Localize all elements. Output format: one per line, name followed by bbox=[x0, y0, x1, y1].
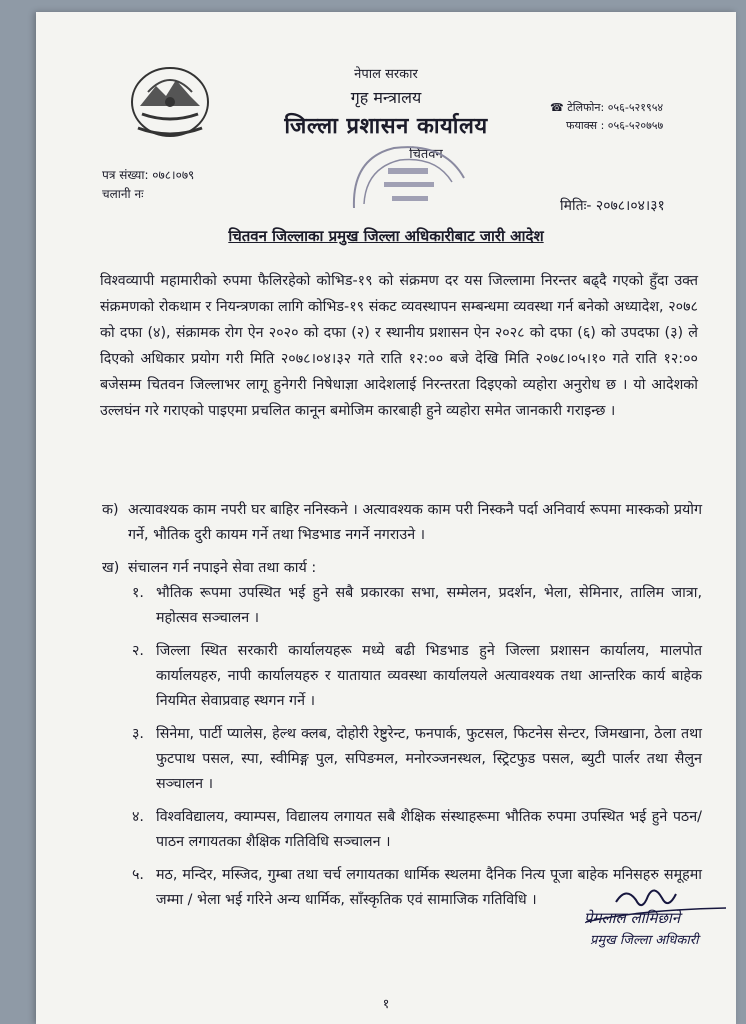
list-item-marker: ३. bbox=[132, 726, 144, 742]
letter-date: मितिः- २०७८।०४।३१ bbox=[560, 198, 665, 214]
list-item-text: मठ, मन्दिर, मस्जिद, गुम्बा तथा चर्च लगायतका धार्मिक स्थलमा दैनिक नित्य पूजा बाहेक मनिसहरु समूहमा जम्मा / भेला भई गरिने अन्य धार्मिक, साँस्कृतिक एवं सामाजिक गतिविधि । bbox=[156, 867, 702, 908]
order-list bbox=[102, 498, 702, 913]
district-name: चितवन bbox=[409, 147, 443, 162]
list-item-text: जिल्ला स्थित सरकारी कार्यालयहरू मध्ये बढी भिडभाड हुने जिल्ला प्रशासन कार्यालय, मालपोत कार्यालयहरु, नापी कार्यालयहरु र यातायात व्यवस्था कार्यालयले अत्यावश्यक तथा आन्तरिक कार्य बाहेक नियमित सेवाप्रवाह स्थगन गर्ने । bbox=[156, 643, 702, 709]
phone-icon: ☎ bbox=[550, 101, 568, 114]
dispatch-number: चलानी नः bbox=[102, 187, 144, 201]
order-body: विश्वव्यापी महामारीको रुपमा फैलिरहेको कोभिड-१९ को संक्रमण दर यस जिल्लामा निरन्तर बढ्दै गएको हुँदा उक्त संक्रमणको रोकथाम र नियन्त्रणका लागि कोभिड-१९ संकट व्यवस्थापन सम्बन्धमा व्यवस्था गर्न बनेको अध्यादेश, २०७८ को दफा (४), संक्रामक रोग ऐन २०२० को दफा (२) र स्थानीय प्रशासन ऐन २०२८ को दफा (६) को उपदफा (३) ले दिएको अधिकार प्रयोग गरी मिति २०७८।०४।३२ गते राति १२:०० बजे देखि मिति २०७८।०५।१० गते राति १२:०० बजेसम्म चितवन जिल्लाभर लागू हुनेगरी निषेधाज्ञा आदेशलाई निरन्तरता दिइएको व्यहोरा अनुरोध छ । यो आदेशको उल्लघंन गरे गराएको पाइएमा प्रचलित कानून बमोजिम कारबाही हुने व्यहोरा समेत जानकारी गराइन्छ । bbox=[100, 273, 698, 419]
order-title: चितवन जिल्लाका प्रमुख जिल्ला अधिकारीबाट जारी आदेश bbox=[228, 227, 544, 245]
section-b-marker: ख) bbox=[102, 560, 120, 576]
office-name: जिल्ला प्रशासन कार्यालय bbox=[284, 114, 488, 139]
list-item bbox=[102, 581, 702, 631]
list-item-text: भौतिक रूपमा उपस्थित भई हुने सबै प्रकारका सभा, सम्मेलन, प्रदर्शन, भेला, सेमिनार, तालिम जात्रा, महोत्सव सञ्चालन । bbox=[156, 585, 702, 626]
signatory-name: प्रेमलाल लामिछाने bbox=[584, 909, 681, 927]
section-b-heading: संचालन गर्न नपाइने सेवा तथा कार्य : bbox=[128, 560, 317, 576]
telephone-line bbox=[550, 100, 663, 115]
section-a-text: अत्यावश्यक काम नपरी घर बाहिर ननिस्कने । अत्यावश्यक काम परी निस्कनै पर्दा अनिवार्य रूपमा मास्कको प्रयोग गर्ने, भौतिक दुरी कायम गर्ने तथा भिडभाड नगर्ने नगराउने । bbox=[128, 502, 702, 543]
signatory-designation: प्रमुख जिल्ला अधिकारी bbox=[590, 933, 699, 948]
section-a bbox=[102, 498, 702, 548]
list-item-marker: १. bbox=[132, 585, 144, 601]
list-item-text: सिनेमा, पार्टी प्यालेस, हेल्थ क्लब, दोहोरी रेष्टुरेन्ट, फनपार्क, फुटसल, फिटनेस सेन्टर, जिमखाना, ठेला तथा फुटपाथ पसल, स्पा, स्वीमिङ्ग पुल, सपिङमल, मनोरञ्जनस्थल, स्ट्रिटफुड पसल, ब्युटी पार्लर तथा सैलुन सञ्चालन । bbox=[156, 726, 702, 792]
list-item bbox=[102, 639, 702, 714]
government-name: नेपाल सरकार bbox=[354, 67, 418, 82]
ministry-name: गृह मन्त्रालय bbox=[350, 88, 422, 107]
page-number: १ bbox=[382, 997, 390, 1012]
section-b-heading-row bbox=[102, 556, 702, 581]
fax-number: फयाक्स : ०५६-५२०७५७ bbox=[566, 119, 664, 132]
list-item bbox=[102, 805, 702, 855]
letter-number: पत्र संख्या: ०७८।०७९ bbox=[102, 168, 195, 182]
list-item-marker: २. bbox=[132, 643, 144, 659]
document-page bbox=[36, 12, 736, 1024]
list-item bbox=[102, 722, 702, 797]
list-item-marker: ५. bbox=[132, 867, 144, 883]
list-item-marker: ४. bbox=[132, 809, 144, 825]
telephone-number: टेलिफोन: ०५६-५२१९५४ bbox=[567, 101, 664, 114]
list-item-text: विश्वविद्यालय, क्याम्पस, विद्यालय लगायत सबै शैक्षिक संस्थाहरूमा भौतिक रुपमा उपस्थित भई हुने पठन/पाठन लगायतका शैक्षिक गतिविधि सञ्चालन । bbox=[156, 809, 702, 850]
section-a-marker: क) bbox=[102, 502, 119, 518]
office-stamp-icon bbox=[344, 138, 474, 216]
